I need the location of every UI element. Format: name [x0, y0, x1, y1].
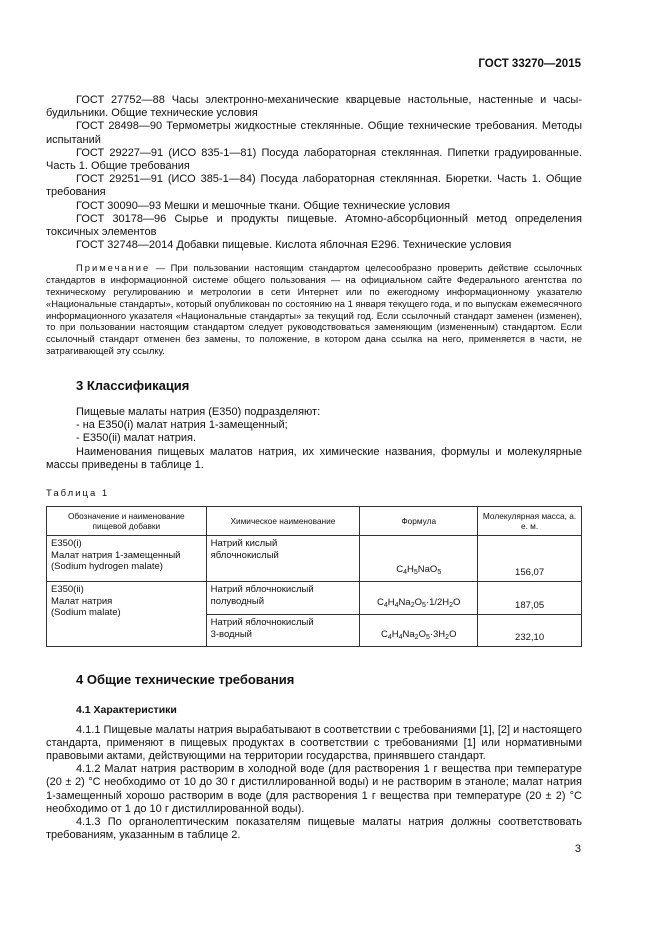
formula-cell [360, 536, 478, 582]
formula: $C_4H_5NaO_5$ [396, 563, 442, 576]
reference-item: ГОСТ 30090—93 Мешки и мешочные ткани. Общие технические условия [76, 199, 451, 212]
header-molecular-mass: Молекулярная масса, а. е. м. [478, 507, 582, 536]
formula-cell [360, 582, 478, 615]
section-4-paragraph: 4.1.2 Малат натрия растворим в холодной воде (для растворения 1 г вещества при температуре (20 ± 2) °С необходимо от 10 до 30 г дистиллированной воды) и не растворим в этаноле; малат натрия 1-замещенный хорошо растворим в воде (для растворения 1 г вещества при температуре (20 ± 2) °С необходимо от 1 до 10 г дистиллированной воды). [46, 763, 582, 815]
chemical-name-cell [206, 582, 360, 615]
section-3-intro: Пищевые малаты натрия (Е350) подразделяют: [76, 406, 321, 419]
section-3-paragraph: Наименования пищевых малатов натрия, их химические названия, формулы и молекулярные массы приведены в таблице 1. [46, 445, 582, 471]
designation-english: (Sodium hydrogen malate) [51, 561, 163, 573]
document-code: ГОСТ 33270—2015 [478, 58, 581, 70]
designation-code: E350(ii) [51, 584, 84, 596]
table-1 [46, 506, 582, 647]
formula: $C_4H_4Na_2O_5\cdot 1/2H_2O$ [376, 596, 461, 609]
chemical-name-line: яблочнокислый [210, 549, 279, 561]
reference-item: ГОСТ 27752—88 Часы электронно-механические кварцевые настольные, настенные и часы-будильники. Общие технические условия [46, 94, 582, 120]
section-4-1-title: 4.1 Характеристики [76, 704, 177, 717]
section-4-paragraph: 4.1.1 Пищевые малаты натрия вырабатывают в соответствии с требованиями [1], [2] и настоящего стандарта, применяют в пищевых продуктах в соответствии с требованиями [1] или нормативными правовыми актами, действующими на территории государства, принявшего стандарт. [46, 723, 582, 763]
chemical-name-line: 3-водный [210, 628, 252, 640]
designation-name: Малат натрия 1-замещенный [51, 549, 181, 561]
table-row [47, 536, 582, 582]
formula-cell [360, 615, 478, 647]
section-4-title: 4 Общие технические требования [76, 672, 295, 688]
page-number: 3 [574, 843, 581, 855]
chemical-name-line: полуводный [210, 595, 265, 607]
chemical-name-line: Натрий яблочнокислый [210, 584, 314, 596]
list-item: - Е350(ii) малат натрия. [76, 432, 197, 445]
table-row [47, 582, 582, 615]
designation-code: E350(i) [51, 538, 82, 550]
section-4-paragraph: 4.1.3 По органолептическим показателям пищевые малаты натрия должны соответствовать требованиям, указанным в таблице 2. [46, 816, 582, 842]
header-designation: Обозначение и наименование пищевой добавки [47, 507, 207, 536]
chemical-name-line: Натрий яблочнокислый [210, 617, 314, 629]
formula: $C_4H_4Na_2O_5\cdot 3H_2O$ [380, 628, 457, 641]
list-item: - на Е350(i) малат натрия 1-замещенный; [76, 419, 288, 432]
chemical-name-cell [206, 536, 360, 582]
reference-item: ГОСТ 30178—96 Сырье и продукты пищевые. Атомно-абсорбционный метод определения токсичных элементов [46, 212, 582, 239]
table-caption: Таблица 1 [46, 488, 110, 500]
table-header-row [47, 507, 582, 536]
reference-item: ГОСТ 29227—91 (ИСО 835-1—81) Посуда лабораторная стеклянная. Пипетки градуированные. Часть 1. Общие требования [46, 146, 582, 173]
designation-cell [47, 582, 207, 647]
header-formula: Формула [360, 507, 478, 536]
chemical-name-cell [206, 615, 360, 647]
reference-item: ГОСТ 29251—91 (ИСО 385-1—84) Посуда лабораторная стеклянная. Бюретки. Часть 1. Общие требования [46, 173, 582, 199]
designation-english: (Sodium malate) [51, 607, 121, 619]
designation-name: Малат натрия [51, 595, 113, 607]
molecular-mass-cell: 156,07 [478, 536, 582, 582]
reference-item: ГОСТ 32748—2014 Добавки пищевые. Кислота яблочная Е296. Технические условия [76, 239, 512, 252]
molecular-mass-cell: 232,10 [478, 615, 582, 647]
section-3-title: 3 Классификация [76, 377, 190, 393]
designation-cell [47, 536, 207, 582]
note-label: Примечание [76, 262, 151, 274]
molecular-mass-cell: 187,05 [478, 582, 582, 615]
reference-item: ГОСТ 28498—90 Термометры жидкостные стеклянные. Общие технические требования. Методы испытаний [46, 120, 582, 146]
chemical-name-line: Натрий кислый [210, 538, 278, 550]
note [46, 262, 582, 356]
page-content [46, 94, 582, 842]
note-text: — При пользовании настоящим стандартом целесообразно проверить действие ссылочных стандартов в информационной системе общего пользования — на официальном сайте Федерального агентства по техническому регулированию и метрологии в сети Интернет или по ежегодному информационному указателю «Национальные стандарты», который опубликован по состоянию на 1 января текущего года, и по выпускам ежемесячного информационного указателя «Национальные стандарты» за текущий год. Если ссылочный стандарт заменен (изменен), то при пользовании настоящим стандартом следует руководствоваться заменяющим (измененным) стандартом. Если ссылочный стандарт отменен без замены, то положение, в котором дана ссылка на него, применяется в части, не затрагивающей эту ссылку. [46, 262, 582, 357]
header-chemical-name: Химическое наименование [206, 507, 360, 536]
